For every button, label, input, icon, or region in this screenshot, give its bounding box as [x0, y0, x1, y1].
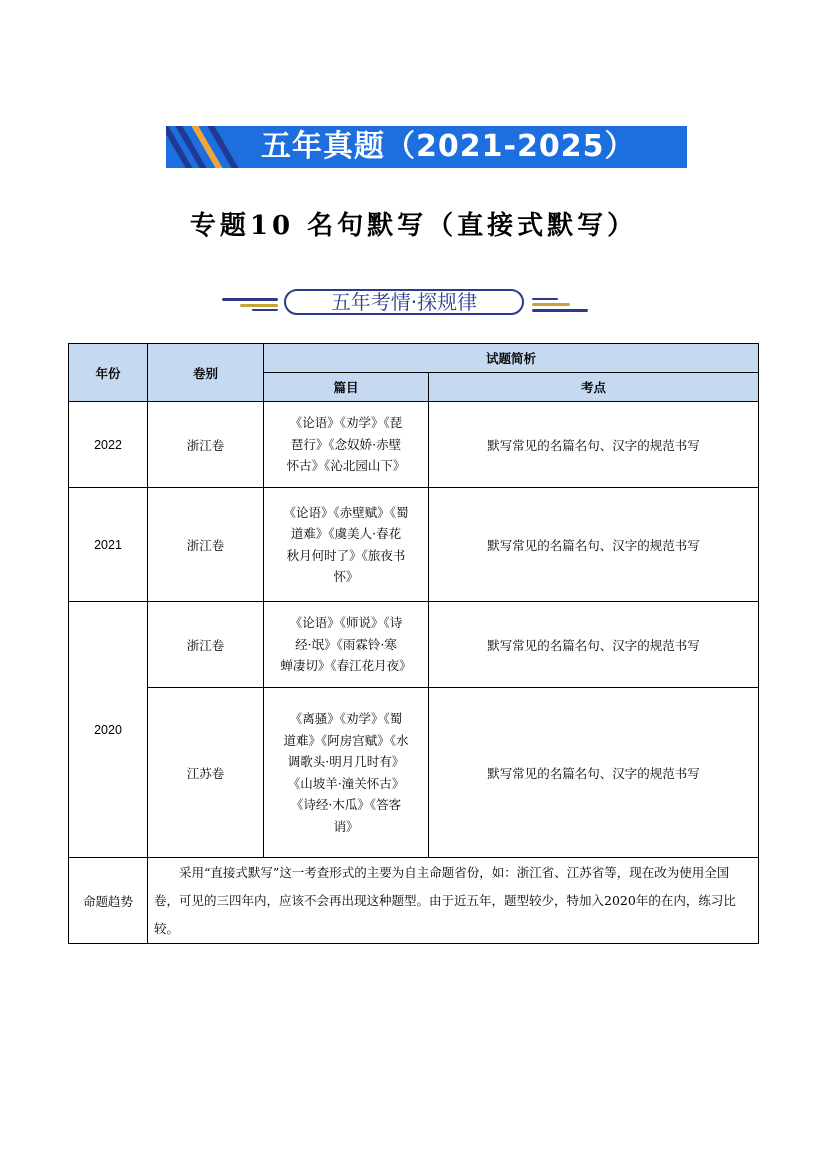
paper-cell: 江苏卷	[148, 688, 264, 858]
year-cell: 2022	[69, 402, 148, 488]
works-cell	[264, 402, 429, 488]
points-cell: 默写常见的名篇名句、汉字的规范书写	[429, 402, 759, 488]
table-row	[69, 602, 759, 688]
exam-analysis-table	[68, 343, 759, 944]
divider	[532, 298, 558, 300]
works-cell	[264, 688, 429, 858]
header-works: 篇目	[264, 373, 429, 402]
points-cell: 默写常见的名篇名句、汉字的规范书写	[429, 688, 759, 858]
section-header	[222, 289, 588, 317]
divider	[532, 303, 570, 306]
works-line: 《论语》《劝学》《琵	[289, 415, 403, 431]
works-line: 《离骚》《劝学》《蜀	[289, 711, 403, 726]
works-line: 道难》《阿房宫赋》《水	[283, 732, 409, 748]
trend-row	[69, 858, 759, 944]
header-analysis: 试题简析	[264, 344, 759, 373]
trend-label: 命题趋势	[69, 858, 148, 944]
divider	[222, 298, 278, 301]
divider	[240, 304, 278, 307]
works-line: 琶行》《念奴娇·赤壁	[290, 436, 402, 452]
paper-cell: 浙江卷	[148, 402, 264, 488]
works-line: 秋月何时了》《旅夜书	[286, 547, 406, 563]
works-line: 《诗经·木瓜》《答客	[290, 797, 402, 812]
decorative-lines-right	[532, 296, 588, 312]
points-cell: 默写常见的名篇名句、汉字的规范书写	[429, 602, 759, 688]
paper-cell: 浙江卷	[148, 602, 264, 688]
decorative-lines-left	[222, 296, 278, 312]
document-title: 专题10 名句默写（直接式默写）	[189, 211, 638, 241]
works-cell	[264, 488, 429, 602]
works-line: 《论语》《赤壁赋》《蜀	[283, 504, 409, 520]
works-line: 道难》《虞美人·春花	[290, 526, 402, 541]
year-cell: 2021	[69, 488, 148, 602]
works-line: 《山坡羊·潼关怀古》	[287, 775, 405, 791]
section-label: 五年考情·探规律	[284, 289, 524, 315]
works-line: 蝉凄切》《春江花月夜》	[280, 658, 412, 674]
works-line: 《论语》《师说》《诗	[289, 615, 403, 631]
works-line: 诮》	[333, 818, 359, 834]
works-cell	[264, 602, 429, 688]
paper-cell: 浙江卷	[148, 488, 264, 602]
works-line: 怀古》《沁北园山下》	[286, 458, 406, 474]
table-row	[69, 688, 759, 858]
banner-stripes	[166, 126, 256, 168]
table-row	[69, 488, 759, 602]
table-row	[69, 402, 759, 488]
divider	[532, 309, 588, 312]
points-cell: 默写常见的名篇名句、汉字的规范书写	[429, 488, 759, 602]
header-points: 考点	[429, 373, 759, 402]
works-line: 经·氓》《雨霖铃·寒	[295, 636, 397, 652]
header-year: 年份	[69, 344, 148, 402]
header-paper: 卷别	[148, 344, 264, 402]
trend-text: 采用“直接式默写”这一考查形式的主要为自主命题省份，如：浙江省、江苏省等，现在改为使用全国卷，可见的三四年内，应该不会再出现这种题型。由于近五年，题型较少，特加入2020年的在内，练习比较。	[148, 858, 759, 944]
works-line: 怀》	[333, 569, 359, 584]
banner-title: 五年真题（2021-2025）	[261, 129, 636, 164]
divider	[252, 309, 278, 311]
title-banner	[166, 126, 687, 168]
year-cell: 2020	[69, 602, 148, 858]
works-line: 调歌头·明月几时有》	[287, 754, 405, 769]
